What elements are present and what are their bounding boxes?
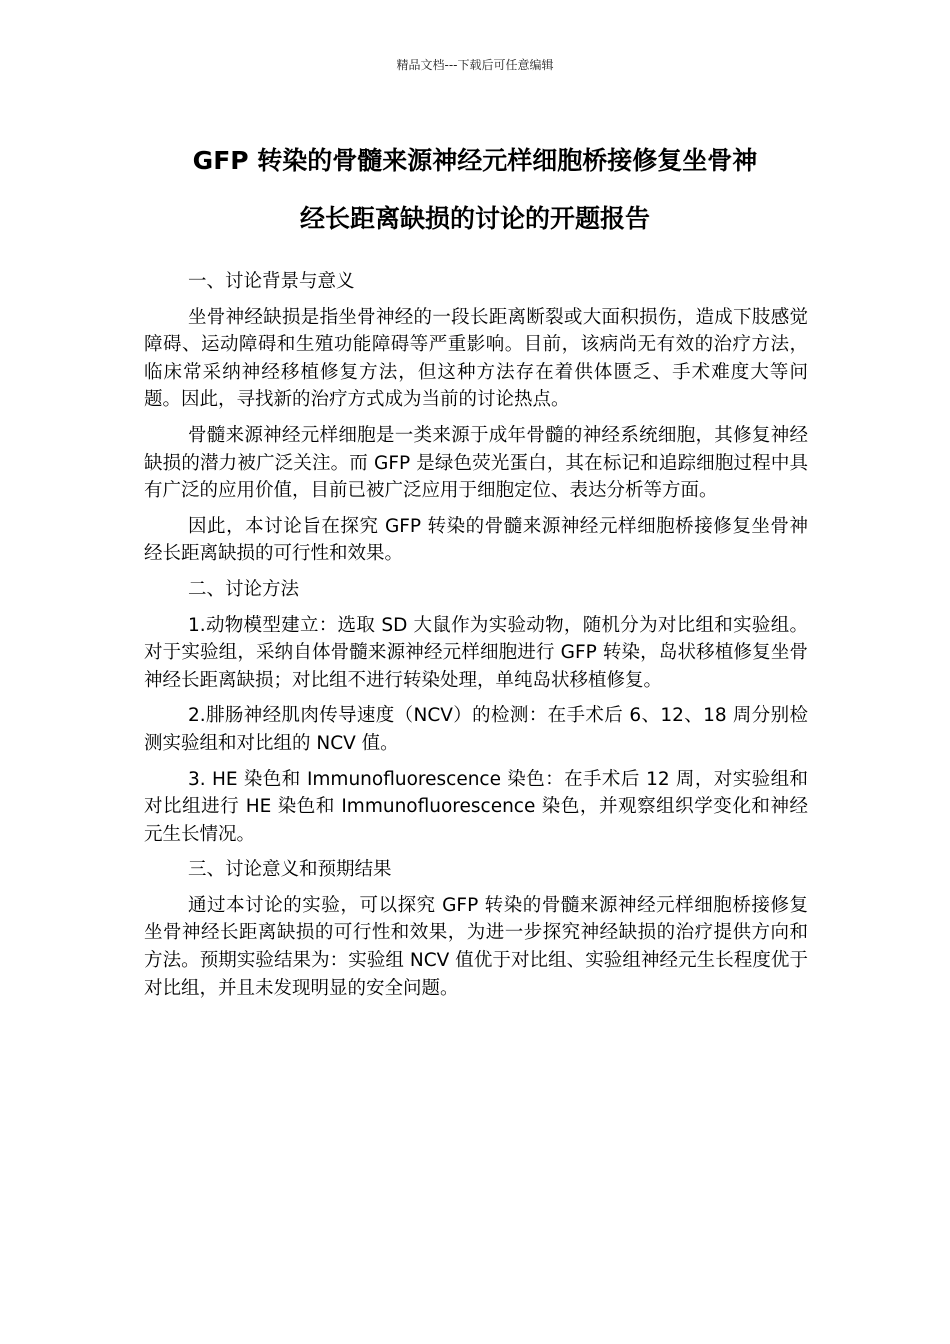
paragraph-background-1: 坐骨神经缺损是指坐骨神经的一段长距离断裂或大面积损伤，造成下肢感觉障碍、运动障碍和生殖功能障碍等严重影响。目前，该病尚无有效的治疗方法，临床常采纳神经移植修复方法，但这种方法存在着供体匮乏、手术难度大等问题。因此，寻找新的治疗方式成为当前的讨论热点。 <box>144 306 808 411</box>
document-title <box>140 132 810 248</box>
document-body <box>144 268 808 1010</box>
page-header: 精品文档---下载后可任意编辑 <box>396 58 554 72</box>
paragraph-background-3: 因此，本讨论旨在探究 GFP 转染的骨髓来源神经元样细胞桥接修复坐骨神经长距离缺损的可行性和效果。 <box>144 515 808 565</box>
title-line-1: GFP 转染的骨髓来源神经元样细胞桥接修复坐骨神 <box>192 146 758 175</box>
section-heading-background: 一、讨论背景与意义 <box>188 271 355 292</box>
paragraph-methods-3: 3. HE 染色和 Immunofluorescence 染色：在手术后 12 周，对实验组和对比组进行 HE 染色和 Immunofluorescence 染色，并观察组织学变化和神经元生长情况。 <box>144 768 808 845</box>
paragraph-methods-1: 1.动物模型建立：选取 SD 大鼠作为实验动物，随机分为对比组和实验组。对于实验组，采纳自体骨髓来源神经元样细胞进行 GFP 转染，岛状移植修复坐骨神经长距离缺损；对比组不进行转染处理，单纯岛状移植修复。 <box>144 614 808 691</box>
section-heading-significance: 三、讨论意义和预期结果 <box>188 859 392 881</box>
section-heading-methods: 二、讨论方法 <box>188 578 300 600</box>
title-line-2: 经长距离缺损的讨论的开题报告 <box>299 204 650 233</box>
paragraph-methods-2: 2.腓肠神经肌肉传导速度（NCV）的检测：在手术后 6、12、18 周分别检测实验组和对比组的 NCV 值。 <box>144 705 808 754</box>
paragraph-significance-1: 通过本讨论的实验，可以探究 GFP 转染的骨髓来源神经元样细胞桥接修复坐骨神经长距离缺损的可行性和效果，为进一步探究神经缺损的治疗提供方向和方法。预期实验结果为：实验组 NCV 值优于对比组、实验组神经元生长程度优于对比组，并且未发现明显的安全问题。 <box>144 894 808 999</box>
paragraph-background-2: 骨髓来源神经元样细胞是一类来源于成年骨髓的神经系统细胞，其修复神经缺损的潜力被广泛关注。而 GFP 是绿色荧光蛋白，其在标记和追踪细胞过程中具有广泛的应用价值，目前已被广泛应用于细胞定位、表达分析等方面。 <box>144 424 808 502</box>
